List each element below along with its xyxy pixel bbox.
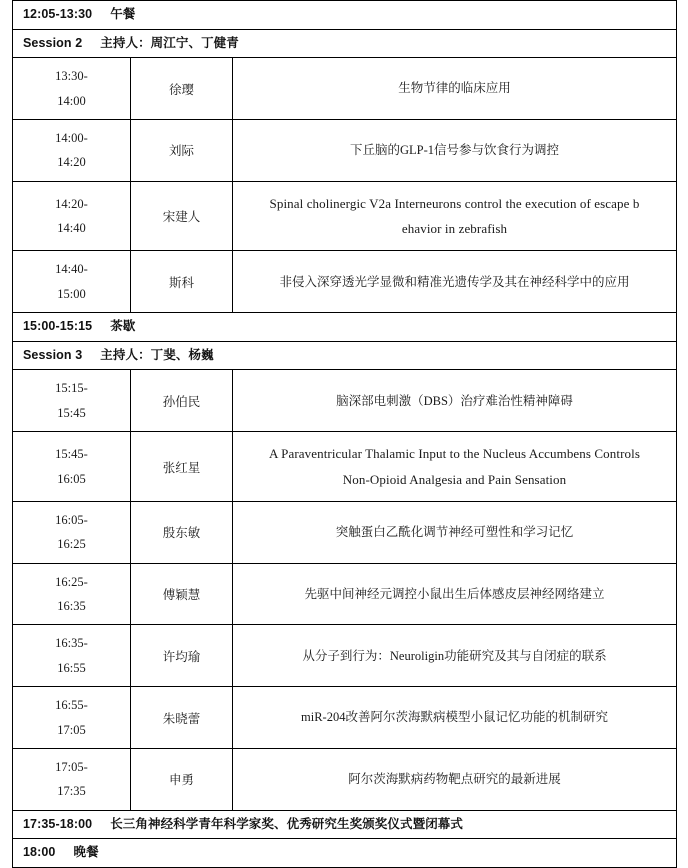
talk-1605-speaker: 殷东敏 xyxy=(131,501,233,563)
time-end: 16:25 xyxy=(57,537,86,552)
tea-break-banner xyxy=(13,313,677,342)
time-end: 15:45 xyxy=(57,405,86,420)
talk-1420-title xyxy=(233,181,677,251)
table-row xyxy=(13,370,677,432)
talk-1440-title xyxy=(233,251,677,313)
title-line: 脑深部电刺激（DBS）治疗难治性精神障碍 xyxy=(336,393,573,408)
title-line: 从分子到行为：Neuroligin功能研究及其与自闭症的联系 xyxy=(302,648,607,663)
talk-1705-time xyxy=(13,748,131,810)
session-3-banner-row xyxy=(13,341,677,370)
tea-break-banner-lead: 15:00-15:15 xyxy=(23,319,93,334)
talk-1655-time xyxy=(13,687,131,749)
time-end: 16:35 xyxy=(57,599,86,613)
talk-1420-time xyxy=(13,181,131,251)
time-end: 14:40 xyxy=(57,221,86,236)
lunch-banner xyxy=(13,1,677,30)
talk-1625-speaker: 傅颖慧 xyxy=(131,563,233,625)
session-2-banner-row xyxy=(13,29,677,58)
session-2-banner-text: 主持人：周江宁、丁健青 xyxy=(100,35,239,50)
time-start: 14:00- xyxy=(55,131,88,145)
talk-1625-time xyxy=(13,563,131,625)
time-start: 16:05- xyxy=(55,512,88,527)
session-2-banner xyxy=(13,29,677,58)
dinner-banner-text: 晚餐 xyxy=(73,845,99,860)
talk-1545-time xyxy=(13,432,131,502)
awards-closing-banner-lead: 17:35-18:00 xyxy=(23,816,93,831)
talk-1440-speaker: 斯科 xyxy=(131,251,233,313)
title-line: miR-204改善阿尔茨海默病模型小鼠记忆功能的机制研究 xyxy=(301,710,608,725)
table-row xyxy=(13,687,677,749)
title-line: 非侵入深穿透光学显微和精准光遗传学及其在神经科学中的应用 xyxy=(279,274,630,289)
talk-1625-title xyxy=(233,563,677,625)
title-line: A Paraventricular Thalamic Input to the Nucleus Accumbens Controls xyxy=(269,446,640,462)
session-3-banner-lead: Session 3 xyxy=(23,347,83,362)
title-line: 先驱中间神经元调控小鼠出生后体感皮层神经网络建立 xyxy=(304,586,605,601)
time-end: 17:35 xyxy=(57,784,86,799)
dinner-banner-lead: 18:00 xyxy=(23,845,56,860)
dinner-banner-row xyxy=(13,839,677,868)
talk-1515-title xyxy=(233,370,677,432)
tea-break-banner-row xyxy=(13,313,677,342)
time-start: 15:45- xyxy=(55,447,88,462)
talk-1655-title xyxy=(233,687,677,749)
title-line: 生物节律的临床应用 xyxy=(398,81,511,96)
talk-1515-time xyxy=(13,370,131,432)
time-start: 16:35- xyxy=(55,636,88,651)
talk-1400-title xyxy=(233,120,677,182)
title-line: Non-Opioid Analgesia and Pain Sensation xyxy=(342,471,567,487)
talk-1400-time xyxy=(13,120,131,182)
talk-1545-title xyxy=(233,432,677,502)
talk-1605-time xyxy=(13,501,131,563)
talk-1635-time xyxy=(13,625,131,687)
title-line: Spinal cholinergic V2a Interneurons control the execution of escape b xyxy=(269,195,640,211)
talk-1330-time xyxy=(13,58,131,120)
time-end: 14:20 xyxy=(57,155,86,170)
time-end: 14:00 xyxy=(57,93,86,108)
schedule-body xyxy=(13,0,677,867)
tea-break-banner-text: 茶歇 xyxy=(110,319,136,334)
dinner-banner xyxy=(13,839,677,868)
table-row xyxy=(13,120,677,182)
table-row xyxy=(13,432,677,502)
conference-schedule-table xyxy=(12,0,677,868)
talk-1545-speaker: 张红星 xyxy=(131,432,233,502)
talk-1605-title xyxy=(233,501,677,563)
title-line: 下丘脑的GLP-1信号参与饮食行为调控 xyxy=(349,143,560,158)
talk-1655-speaker: 朱晓蕾 xyxy=(131,687,233,749)
session-2-banner-lead: Session 2 xyxy=(23,35,83,50)
talk-1440-time xyxy=(13,251,131,313)
table-row xyxy=(13,563,677,625)
talk-1635-title xyxy=(233,625,677,687)
time-end: 15:00 xyxy=(57,286,86,301)
title-line: 阿尔茨海默病药物靶点研究的最新进展 xyxy=(348,772,561,787)
time-start: 14:20- xyxy=(55,196,88,211)
title-line: 突触蛋白乙酰化调节神经可塑性和学习记忆 xyxy=(335,525,574,540)
talk-1330-title xyxy=(233,58,677,120)
time-end: 16:55 xyxy=(57,660,86,675)
time-start: 14:40- xyxy=(55,262,88,277)
awards-closing-banner-text: 长三角神经科学青年科学家奖、优秀研究生奖颁奖仪式暨闭幕式 xyxy=(110,816,464,831)
table-row xyxy=(13,501,677,563)
awards-closing-banner-row xyxy=(13,810,677,839)
session-3-banner-text: 主持人：丁斐、杨巍 xyxy=(100,347,214,362)
lunch-banner-row xyxy=(13,1,677,30)
lunch-banner-text: 午餐 xyxy=(110,7,136,21)
talk-1705-speaker: 申勇 xyxy=(131,748,233,810)
table-row xyxy=(13,625,677,687)
table-row xyxy=(13,181,677,251)
time-end: 16:05 xyxy=(57,471,86,486)
talk-1330-speaker: 徐璎 xyxy=(131,58,233,120)
table-row xyxy=(13,251,677,313)
talk-1400-speaker: 刘际 xyxy=(131,120,233,182)
title-line: ehavior in zebrafish xyxy=(401,221,508,237)
table-row xyxy=(13,748,677,810)
talk-1705-title xyxy=(233,748,677,810)
time-start: 17:05- xyxy=(55,759,88,774)
talk-1515-speaker: 孙伯民 xyxy=(131,370,233,432)
time-start: 16:25- xyxy=(55,574,88,589)
awards-closing-banner xyxy=(13,810,677,839)
talk-1420-speaker: 宋建人 xyxy=(131,181,233,251)
time-start: 15:15- xyxy=(55,381,88,396)
table-row xyxy=(13,58,677,120)
lunch-banner-lead: 12:05-13:30 xyxy=(23,7,93,21)
talk-1635-speaker: 许均瑜 xyxy=(131,625,233,687)
time-end: 17:05 xyxy=(57,722,86,737)
time-start: 16:55- xyxy=(55,698,88,713)
time-start: 13:30- xyxy=(55,69,88,84)
session-3-banner xyxy=(13,341,677,370)
